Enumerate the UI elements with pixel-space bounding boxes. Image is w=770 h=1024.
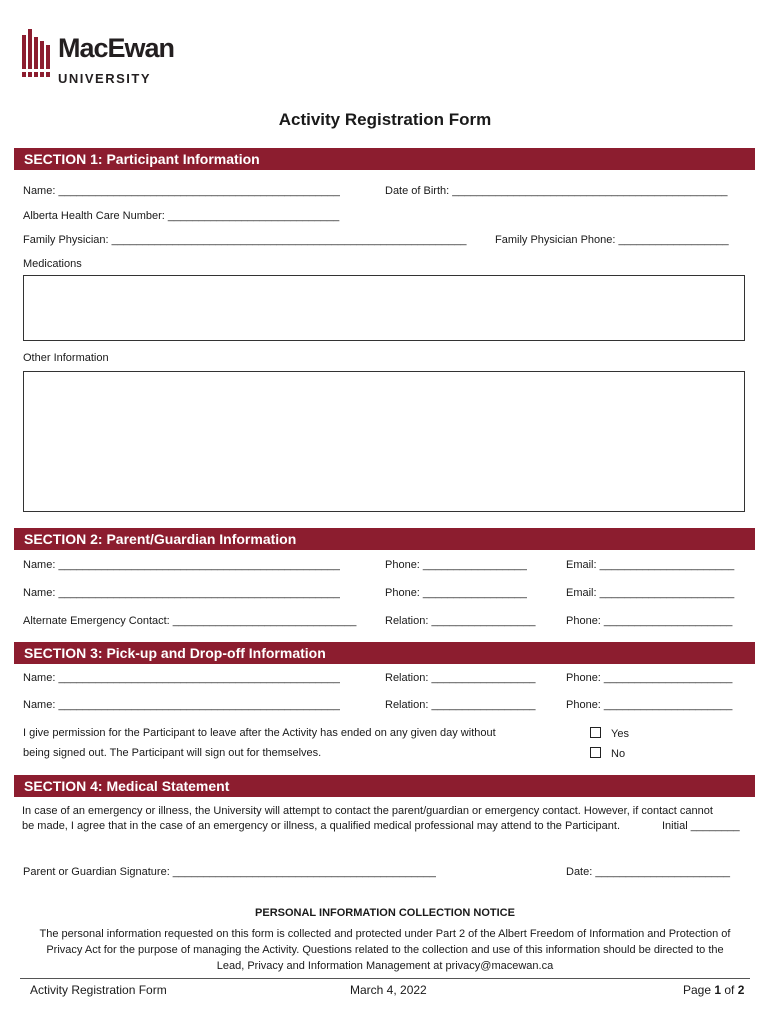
signature-date-field[interactable]: Date: ______________________ xyxy=(566,866,730,878)
yes-label: Yes xyxy=(611,728,629,740)
pickup1-relation-field[interactable]: Relation: _________________ xyxy=(385,672,536,684)
no-label: No xyxy=(611,748,626,760)
notice-line1: The personal information requested on this form is collected and protected under Part 2 of the Albert Freedom of Information and Protection of xyxy=(39,928,731,940)
guardian1-email-field[interactable]: Email: ______________________ xyxy=(566,559,735,571)
permission-yes-option[interactable] xyxy=(590,727,629,740)
document-title: Activity Registration Form xyxy=(278,110,492,129)
guardian1-phone-field[interactable]: Phone: _________________ xyxy=(385,559,527,571)
medications-label: Medications xyxy=(23,258,82,270)
notice-line3: Lead, Privacy and Information Management at privacy@macewan.ca xyxy=(216,960,554,972)
other-information-label: Other Information xyxy=(23,352,109,364)
permission-text-line1: I give permission for the Participant to leave after the Activity has ended on any given day without xyxy=(23,727,496,739)
footer-date: March 4, 2022 xyxy=(350,983,427,997)
health-care-number-field[interactable]: Alberta Health Care Number: ____________________________ xyxy=(23,210,340,222)
footer-form-name: Activity Registration Form xyxy=(30,983,167,997)
notice-title: PERSONAL INFORMATION COLLECTION NOTICE xyxy=(255,907,515,919)
physician-phone-field[interactable]: Family Physician Phone: __________________ xyxy=(495,234,729,246)
page-mid: of xyxy=(721,983,738,997)
guardian2-name-field[interactable]: Name: ______________________________________________ xyxy=(23,587,340,599)
alternate-contact-field[interactable]: Alternate Emergency Contact: ______________________________ xyxy=(23,615,357,627)
footer-divider xyxy=(20,978,750,979)
participant-name-field[interactable]: Name: ______________________________________________ xyxy=(23,185,340,197)
page-current: 1 xyxy=(714,983,722,997)
section4-header: SECTION 4: Medical Statement xyxy=(14,775,755,797)
pickup2-relation-field[interactable]: Relation: _________________ xyxy=(385,699,536,711)
notice-text xyxy=(20,926,750,974)
guardian2-email-field[interactable]: Email: ______________________ xyxy=(566,587,735,599)
section1-header: SECTION 1: Participant Information xyxy=(14,148,755,170)
notice-line2: Privacy Act for the purpose of managing the Activity. Questions related to the collection and use of this information should be directed to the xyxy=(46,944,724,956)
medical-statement-line1: In case of an emergency or illness, the University will attempt to contact the parent/guardian or emergency contact. However, if contact cannot xyxy=(22,805,713,817)
macewan-logo xyxy=(22,27,182,87)
pickup2-name-field[interactable]: Name: ______________________________________________ xyxy=(23,699,340,711)
page-total: 2 xyxy=(737,983,745,997)
alternate-phone-field[interactable]: Phone: _____________________ xyxy=(566,615,733,627)
footer-page-number xyxy=(683,983,744,997)
page-prefix: Page xyxy=(683,983,715,997)
initial-field[interactable]: Initial ________ xyxy=(662,820,740,832)
pickup2-phone-field[interactable]: Phone: _____________________ xyxy=(566,699,733,711)
logo-subtitle: UNIVERSITY xyxy=(58,71,152,86)
section2-header: SECTION 2: Parent/Guardian Information xyxy=(14,528,755,550)
guardian-signature-field[interactable]: Parent or Guardian Signature: ___________________________________________ xyxy=(23,866,436,878)
yes-checkbox[interactable] xyxy=(590,727,601,738)
pickup1-name-field[interactable]: Name: ______________________________________________ xyxy=(23,672,340,684)
permission-text-line2: being signed out. The Participant will sign out for themselves. xyxy=(23,747,322,759)
medical-statement-line2: be made, I agree that in the case of an emergency or illness, a qualified medical professional may attend to the Participant. xyxy=(22,820,621,832)
guardian1-name-field[interactable]: Name: ______________________________________________ xyxy=(23,559,340,571)
section3-header: SECTION 3: Pick-up and Drop-off Information xyxy=(14,642,755,664)
guardian2-phone-field[interactable]: Phone: _________________ xyxy=(385,587,527,599)
medical-statement xyxy=(22,804,747,834)
logo-wordmark: MacEwan xyxy=(58,33,175,63)
family-physician-field[interactable]: Family Physician: __________________________________________________________ xyxy=(23,234,467,246)
alternate-relation-field[interactable]: Relation: _________________ xyxy=(385,615,536,627)
no-checkbox[interactable] xyxy=(590,747,601,758)
permission-no-option[interactable] xyxy=(590,747,625,760)
date-of-birth-field[interactable]: Date of Birth: _____________________________________________ xyxy=(385,185,728,197)
other-information-textarea[interactable] xyxy=(23,371,745,512)
macewan-logo-icon xyxy=(22,29,52,77)
pickup1-phone-field[interactable]: Phone: _____________________ xyxy=(566,672,733,684)
medications-textarea[interactable] xyxy=(23,275,745,341)
